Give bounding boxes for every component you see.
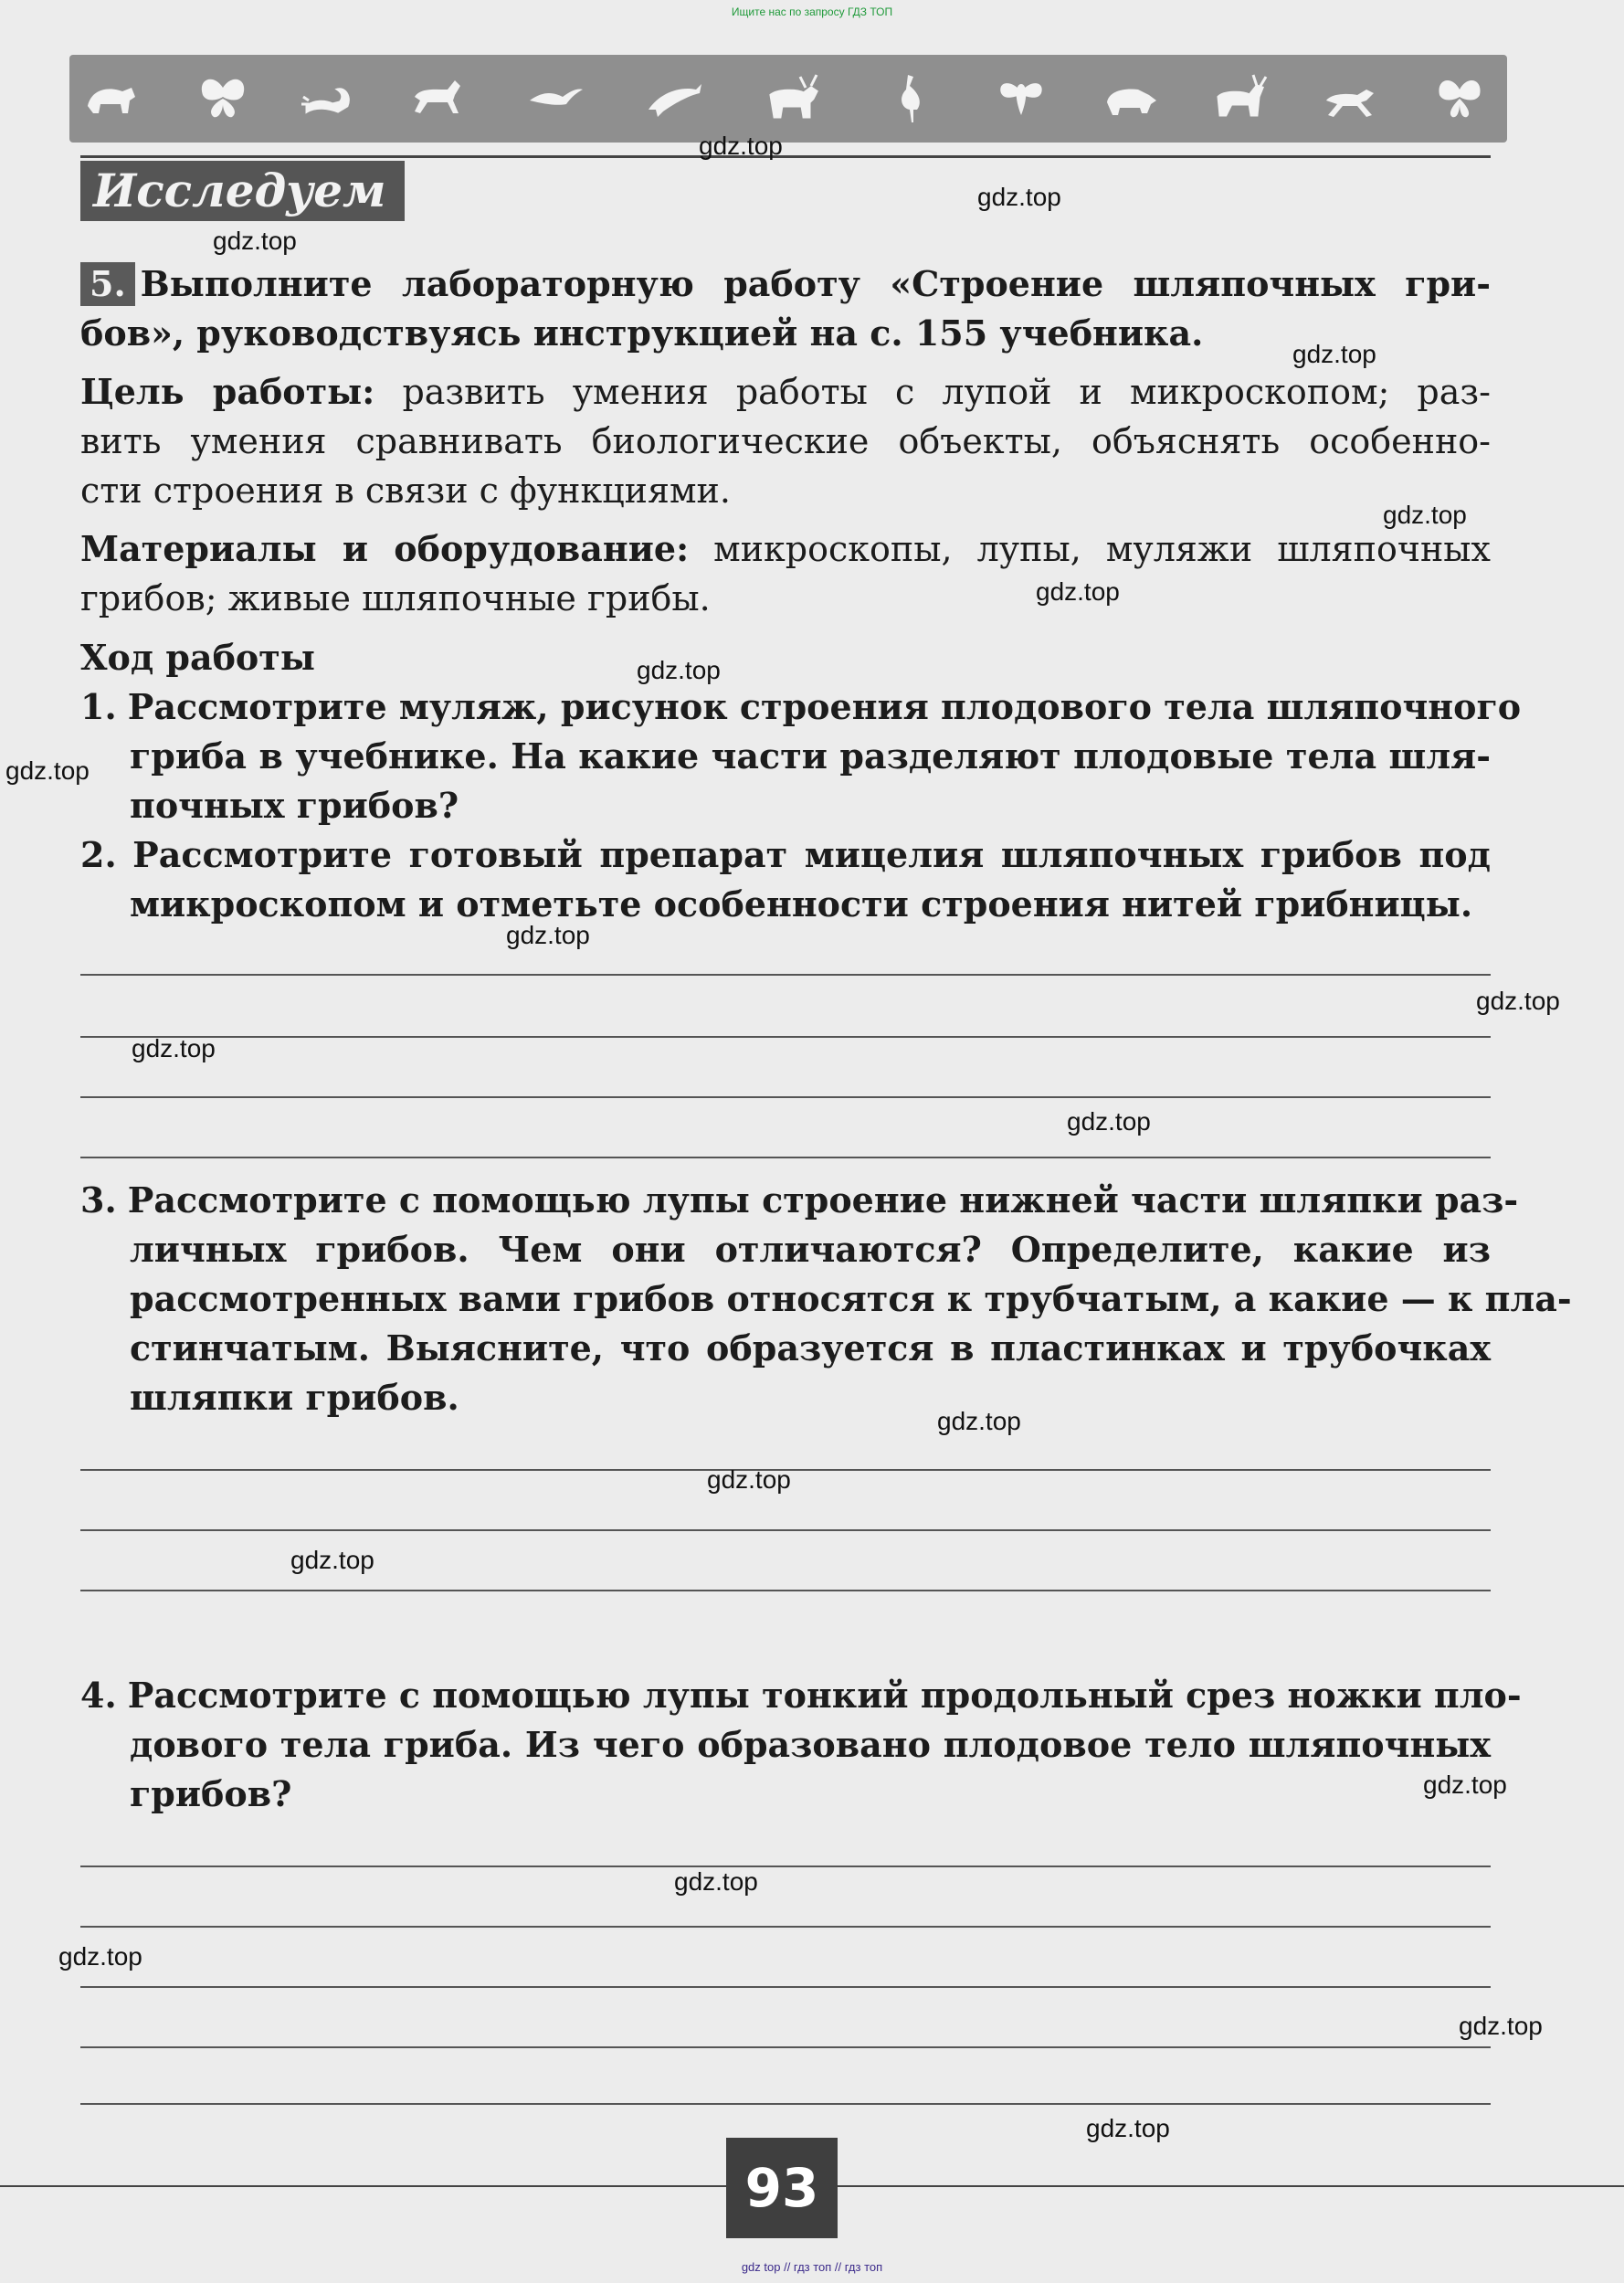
watermark: gdz.top xyxy=(213,227,297,255)
step-1-text-1: Рассмотрите муляж, рисунок строения плодового тела шляпочного xyxy=(127,686,1522,727)
dolphin-icon xyxy=(645,69,703,128)
watermark: gdz.top xyxy=(1383,501,1467,529)
task-line-2 xyxy=(80,312,1491,355)
goal-line-2 xyxy=(80,419,1491,463)
step-1-text-2: гриба в учебнике. На какие части разделяют плодовые тела шля- xyxy=(130,735,1491,777)
step-2-line-2 xyxy=(130,883,1491,926)
answer-line[interactable] xyxy=(80,1590,1491,1591)
procedure-title xyxy=(80,636,1491,680)
step-3-line-3 xyxy=(130,1277,1572,1321)
insect-icon xyxy=(992,69,1050,128)
step-2-text-1: Рассмотрите готовый препарат мицелия шляпочных грибов под xyxy=(132,834,1491,875)
step-3-text-5: шляпки грибов. xyxy=(130,1377,459,1418)
bison-icon xyxy=(82,69,141,128)
step-3-line-2 xyxy=(130,1228,1491,1272)
page-number: 93 xyxy=(726,2138,838,2238)
step-1-line-1 xyxy=(80,685,1522,729)
scorpion-icon xyxy=(298,69,356,128)
procedure-title-text: Ход работы xyxy=(80,637,315,678)
step-1-line-3 xyxy=(130,784,1491,828)
watermark: gdz.top xyxy=(1067,1107,1151,1136)
watermark: gdz.top xyxy=(1423,1770,1507,1799)
answer-line[interactable] xyxy=(80,2103,1491,2105)
step-2-line-1 xyxy=(80,833,1491,877)
step-3-text-3: рассмотренных вами грибов относятся к трубчатым, а какие — к пла- xyxy=(130,1278,1572,1319)
answer-line[interactable] xyxy=(80,1866,1491,1867)
goal-line-3 xyxy=(80,469,1491,513)
step-4-line-1 xyxy=(80,1674,1522,1718)
bird-icon xyxy=(526,69,585,128)
top-note: Ищите нас по запросу ГДЗ ТОП xyxy=(731,5,893,18)
step-4-line-2 xyxy=(130,1723,1491,1767)
step-4-text-1: Рассмотрите с помощью лупы тонкий продольный срез ножки пло- xyxy=(127,1675,1522,1716)
step-2-text-2: микроскопом и отметьте особенности строения нитей грибницы. xyxy=(130,883,1473,925)
step-3-line-4 xyxy=(130,1326,1491,1370)
task-text-1: Выполните лабораторную работу «Строение шляпочных гри- xyxy=(140,263,1491,304)
step-3-line-1 xyxy=(80,1178,1519,1222)
materials-text-2: грибов; живые шляпочные грибы. xyxy=(80,578,711,618)
deer-icon xyxy=(1211,69,1270,128)
section-heading: Исследуем xyxy=(80,161,405,221)
step-4-text-3: грибов? xyxy=(130,1773,292,1814)
step-4-line-3 xyxy=(130,1772,1491,1816)
answer-line[interactable] xyxy=(80,1986,1491,1988)
step-3-text-4: стинчатым. Выясните, что образуется в пластинках и трубочках xyxy=(130,1327,1491,1369)
watermark: gdz.top xyxy=(58,1942,142,1971)
goal-text-3: сти строения в связи с функциями. xyxy=(80,470,731,511)
animal-icon-band xyxy=(69,55,1507,143)
heron-icon xyxy=(882,69,941,128)
step-4-number: 4. xyxy=(80,1675,117,1716)
antelope-icon xyxy=(1321,69,1379,128)
task-line-1 xyxy=(80,262,1491,306)
step-3-number: 3. xyxy=(80,1179,117,1221)
butterfly-icon xyxy=(194,69,252,128)
boar-icon xyxy=(1102,69,1160,128)
answer-line[interactable] xyxy=(80,1036,1491,1038)
task-number-badge: 5. xyxy=(80,262,135,306)
answer-line[interactable] xyxy=(80,1926,1491,1928)
moose-icon xyxy=(764,69,822,128)
watermark: gdz.top xyxy=(290,1546,374,1574)
answer-line[interactable] xyxy=(80,1096,1491,1098)
watermark: gdz.top xyxy=(977,183,1061,211)
watermark: gdz.top xyxy=(132,1034,216,1062)
header-rule xyxy=(80,155,1491,158)
answer-line[interactable] xyxy=(80,1157,1491,1158)
watermark: gdz.top xyxy=(637,656,721,684)
materials-label: Материалы и оборудование: xyxy=(80,528,690,569)
step-3-text-1: Рассмотрите с помощью лупы строение нижней части шляпки раз- xyxy=(127,1179,1519,1221)
answer-line[interactable] xyxy=(80,974,1491,976)
watermark: gdz.top xyxy=(506,921,590,949)
watermark: gdz.top xyxy=(1036,577,1120,606)
answer-line[interactable] xyxy=(80,1529,1491,1531)
step-3-line-5 xyxy=(130,1376,1491,1420)
watermark: gdz.top xyxy=(1086,2114,1170,2142)
horse-icon xyxy=(407,69,466,128)
goal-text-1: развить умения работы с лупой и микроскопом; раз- xyxy=(402,372,1491,412)
materials-text-1: микроскопы, лупы, муляжи шляпочных xyxy=(713,529,1491,569)
watermark: gdz.top xyxy=(5,756,90,785)
step-3-text-2: личных грибов. Чем они отличаются? Определите, какие из xyxy=(130,1229,1491,1270)
bottom-note: gdz top // гдз топ // гдз топ xyxy=(741,2260,883,2274)
watermark: gdz.top xyxy=(1292,340,1376,368)
step-1-text-3: почных грибов? xyxy=(130,785,459,826)
butterfly-icon xyxy=(1430,69,1489,128)
watermark: gdz.top xyxy=(1476,987,1560,1015)
goal-text-2: вить умения сравнивать биологические объекты, объяснять особенно- xyxy=(80,421,1491,461)
watermark: gdz.top xyxy=(937,1407,1021,1435)
step-1-number: 1. xyxy=(80,686,117,727)
watermark: gdz.top xyxy=(1459,2012,1543,2040)
answer-line[interactable] xyxy=(80,2046,1491,2048)
watermark: gdz.top xyxy=(674,1867,758,1896)
goal-line-1 xyxy=(80,370,1491,414)
task-text-2: бов», руководствуясь инструкцией на с. 155 учебника. xyxy=(80,312,1204,354)
watermark: gdz.top xyxy=(707,1465,791,1494)
materials-line-2 xyxy=(80,576,1491,620)
step-1-line-2 xyxy=(130,735,1491,778)
materials-line-1 xyxy=(80,527,1491,571)
step-4-text-2: дового тела гриба. Из чего образовано плодовое тело шляпочных xyxy=(130,1724,1491,1765)
watermark: gdz.top xyxy=(699,132,783,160)
step-2-number: 2. xyxy=(80,834,117,875)
goal-label: Цель работы: xyxy=(80,371,375,412)
